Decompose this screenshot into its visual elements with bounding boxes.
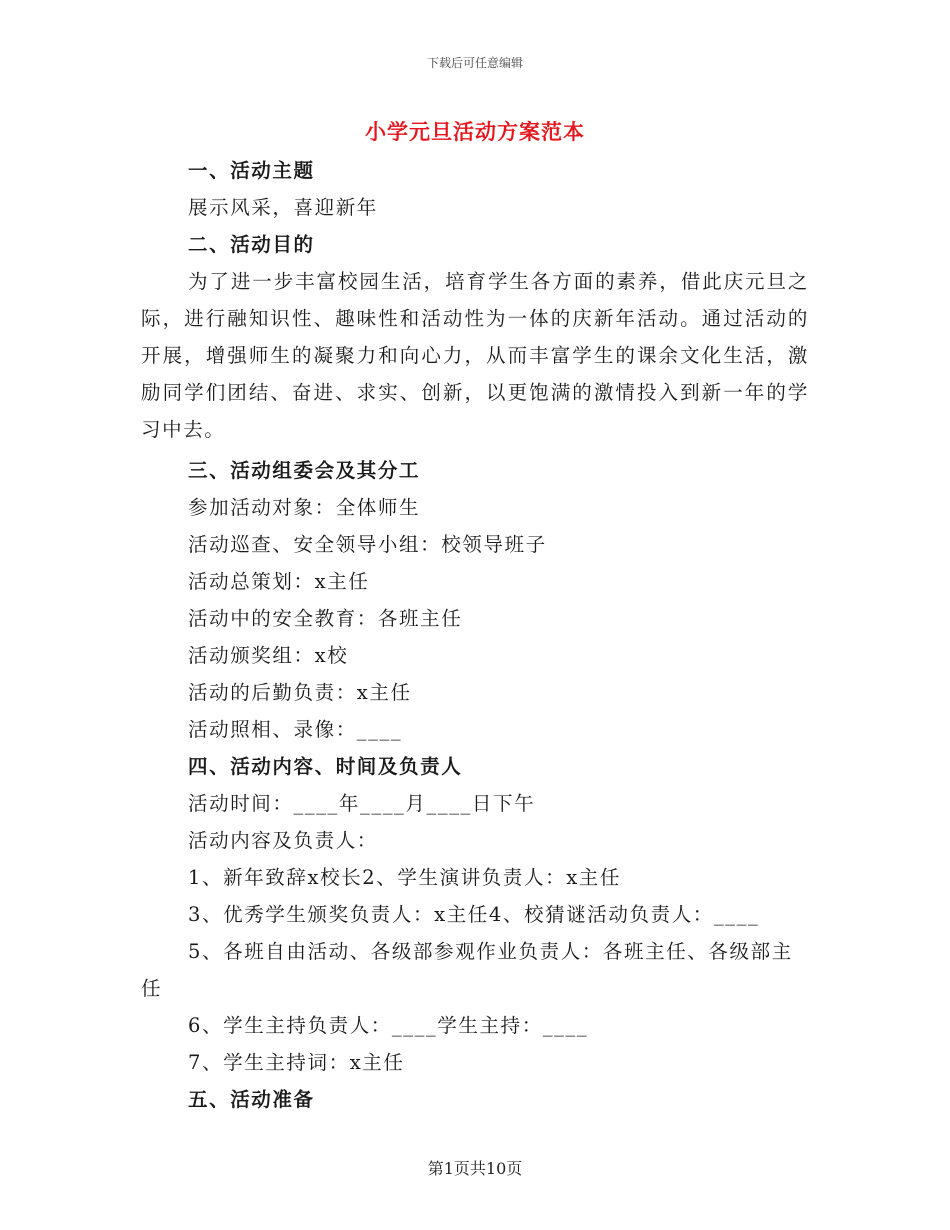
section-3-line: 活动中的安全教育：各班主任 bbox=[188, 607, 463, 630]
section-heading-5: 五、活动准备 bbox=[188, 1088, 315, 1111]
section-4-line: 5、各班自由活动、各级部参观作业负责人：各班主任、各级部主任 bbox=[141, 940, 793, 1000]
page-footer: 第1页共10页 bbox=[427, 1159, 523, 1178]
section-4-line: 7、学生主持词：x主任 bbox=[188, 1051, 405, 1074]
section-4-line: 活动内容及负责人： bbox=[188, 829, 378, 852]
document-body bbox=[141, 152, 809, 1118]
section-4-line: 6、学生主持负责人：____学生主持：____ bbox=[188, 1014, 589, 1037]
section-4-line: 3、优秀学生颁奖负责人：x主任4、校猜谜活动负责人：____ bbox=[188, 903, 760, 926]
document-title: 小学元旦活动方案范本 bbox=[365, 119, 585, 144]
section-3-line: 活动颁奖组：x校 bbox=[188, 644, 349, 667]
section-4-line: 活动时间：____年____月____日下午 bbox=[188, 792, 536, 815]
section-3-line: 活动的后勤负责：x主任 bbox=[188, 681, 412, 704]
section-1-body: 展示风采，喜迎新年 bbox=[188, 196, 378, 219]
section-heading-4: 四、活动内容、时间及负责人 bbox=[188, 755, 463, 778]
section-heading-3: 三、活动组委会及其分工 bbox=[188, 459, 421, 482]
section-3-line: 活动总策划：x主任 bbox=[188, 570, 370, 593]
section-heading-2: 二、活动目的 bbox=[188, 233, 315, 256]
section-3-line: 活动照相、录像：____ bbox=[188, 718, 403, 741]
section-4-line: 1、新年致辞x校长2、学生演讲负责人：x主任 bbox=[188, 866, 622, 889]
section-3-line: 活动巡查、安全领导小组：校领导班子 bbox=[188, 533, 547, 556]
section-2-paragraph: 为了进一步丰富校园生活，培育学生各方面的素养，借此庆元旦之际，进行融知识性、趣味性和活动性为一体的庆新年活动。通过活动的开展，增强师生的凝聚力和向心力，从而丰富学生的课余文化生活，激励同学们团结、奋进、求实、创新，以更饱满的激情投入到新一年的学习中去。 bbox=[141, 270, 809, 441]
section-heading-1: 一、活动主题 bbox=[188, 159, 315, 182]
page-header: 下载后可任意编辑 bbox=[426, 56, 523, 70]
section-3-line: 参加活动对象：全体师生 bbox=[188, 496, 421, 519]
